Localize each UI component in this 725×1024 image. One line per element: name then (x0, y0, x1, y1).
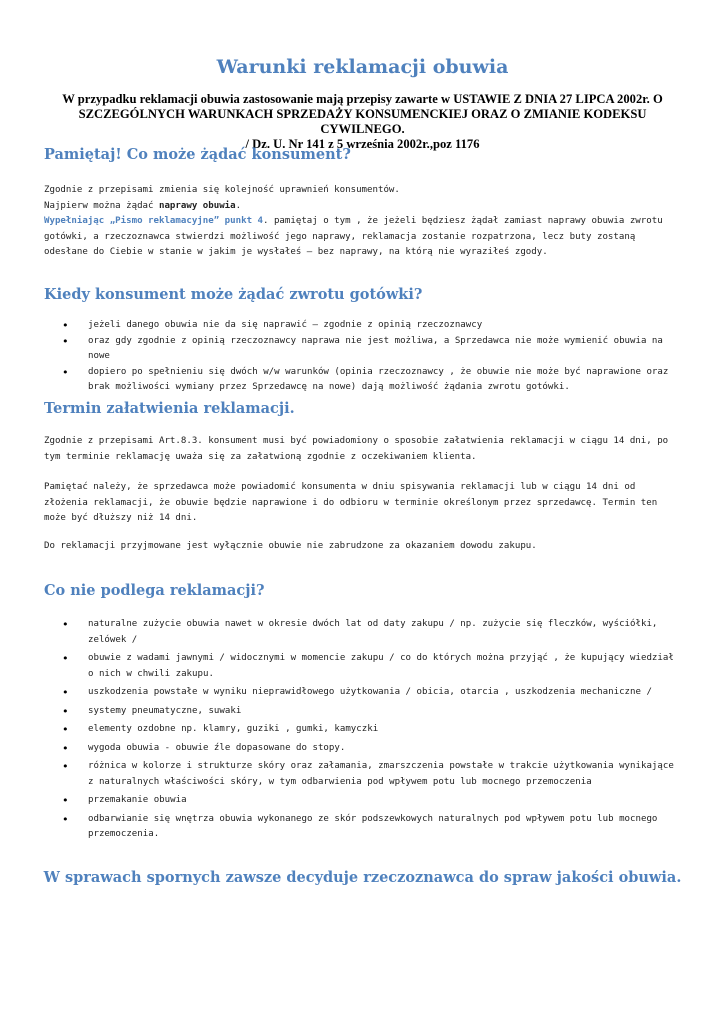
list-item (44, 759, 684, 790)
list-item-text: dopiero po spełnieniu się dwóch w/w warunków (opinia rzeczoznawcy , że obuwie nie może być naprawione oraz brak możliwości wymiany przez Sprzedawcę na nowe) dają możliwość żądania zwrotu gotówki. (88, 366, 669, 392)
bullet-icon: • (62, 652, 69, 665)
bold-text: naprawy obuwia (158, 200, 236, 211)
list-item (44, 741, 684, 757)
list-item-text: wygoda obuwia - obuwie źle dopasowane do stopy. (88, 742, 346, 753)
text-span: . (235, 200, 242, 211)
list-item-text: różnica w kolorze i strukturze skóry oraz załamania, zmarszczenia powstałe w trakcie użytkowania wynikające z naturalnych właściwości skóry, w tym odbarwienia pod wpływem potu lub mocnego przemoczenia (88, 761, 674, 787)
bullet-icon: • (62, 741, 69, 755)
section-heading-not-covered: Co nie podlega reklamacji? (44, 582, 265, 599)
list-item (44, 651, 684, 682)
bullet-icon: • (62, 686, 69, 699)
list-item-text: jeżeli danego obuwia nie da się naprawić – zgodnie z opinią rzeczoznawcy (88, 320, 483, 330)
intro-line: / Dz. U. Nr 141 z 5 września 2002r.,poz 1176 (245, 137, 480, 151)
section-heading-cash-refund: Kiedy konsument może żądać zwrotu gotówki? (44, 286, 423, 303)
section-heading-consumer-rights: Pamiętaj! Co może żądać konsument? (44, 146, 351, 163)
list-item (44, 704, 684, 720)
list-item-text: naturalne zużycie obuwia nawet w okresie dwóch lat od daty zakupu / np. zużycie się fleczków, wyściółki, zelówek / (88, 619, 658, 645)
legal-basis-intro (40, 92, 685, 152)
intro-line: W przypadku reklamacji obuwia zastosowanie mają przepisy zawarte w USTAWIE Z DNIA 27 LIPCA 2002r. O (62, 92, 663, 106)
intro-line: SZCZEGÓLNYCH WARUNKACH SPRZEDAŻY KONSUMENCKIEJ ORAZ O ZMIANIE KODEKSU CYWILNEGO. (78, 107, 647, 136)
highlight-text: Wypełniając „Pismo reklamacyjne” punkt 4 (44, 216, 263, 226)
list-item (44, 722, 684, 738)
list-item (44, 685, 684, 701)
cash-refund-list (44, 318, 684, 396)
list-item-text: obuwie z wadami jawnymi / widocznymi w momencie zakupu / co do których można przyjąć , że kupujący wiedział o nich w chwili zakupu. (88, 653, 674, 679)
paragraph: Zgodnie z przepisami Art.8.3. konsument musi być powiadomiony o sposobie załatwienia reklamacji w ciągu 14 dni, po tym terminie reklamację uważa się za załatwioną zgodnie z oczekiwaniem klienta. (44, 436, 669, 462)
list-item-text: odbarwianie się wnętrza obuwia wykonanego ze skór podszewkowych naturalnych pod wpływem potu lub mocnego przemoczenia. (88, 813, 658, 839)
list-item-text: systemy pneumatyczne, suwaki (88, 705, 242, 716)
list-item (44, 334, 684, 365)
list-item (44, 812, 684, 843)
closing-statement: W sprawach spornych zawsze decyduje rzeczoznawca do spraw jakości obuwia. (43, 869, 682, 886)
page-title: Warunki reklamacji obuwia (216, 56, 509, 78)
not-covered-list (44, 617, 684, 846)
bullet-icon: • (62, 334, 69, 348)
bullet-icon: • (62, 812, 69, 826)
bullet-icon: • (62, 319, 69, 332)
paragraph: Pamiętać należy, że sprzedawca może powiadomić konsumenta w dniu spisywania reklamacji lub w ciągu 14 dni od złożenia reklamacji, że obuwie będzie naprawione i do odbioru w terminie określonym przez sprzedawcę. Termin ten może być dłuższy niż 14 dni. (44, 482, 658, 523)
bullet-icon: • (62, 618, 69, 631)
text-span: Najpierw można żądać (44, 200, 159, 211)
list-item (44, 318, 684, 334)
bullet-icon: • (62, 760, 69, 773)
section-consumer-rights-text (44, 183, 684, 261)
paragraph-line (44, 199, 684, 215)
bullet-icon: • (62, 704, 69, 718)
list-item-text: oraz gdy zgodnie z opinią rzeczoznawcy naprawa nie jest możliwa, a Sprzedawca nie może wymienić obuwia na nowe (88, 335, 663, 361)
bullet-icon: • (62, 723, 69, 736)
paragraph (44, 214, 684, 261)
list-item (44, 793, 684, 809)
section-heading-resolution-deadline: Termin załatwienia reklamacji. (44, 400, 295, 417)
list-item (44, 617, 684, 648)
text-span: . pamiętaj o tym , że jeżeli będziesz żądał zamiast naprawy obuwia zwrotu gotówki, a rzeczoznawca stwierdzi możliwość jego naprawy, reklamacja zostanie rozpatrzona, lecz buty zostaną odesłane do Ciebie w stanie w jakim je wysłałeś – bez naprawy, na którą nie wyraziłeś zgody. (44, 216, 663, 257)
list-item (44, 365, 684, 396)
bullet-icon: • (62, 365, 69, 379)
paragraph-line: Zgodnie z przepisami zmienia się kolejność uprawnień konsumentów. (44, 185, 400, 195)
list-item-text: uszkodzenia powstałe w wyniku nieprawidłowego użytkowania / obicia, otarcia , uszkodzenia mechaniczne / (88, 687, 652, 697)
list-item-text: przemakanie obuwia (88, 795, 187, 805)
list-item-text: elementy ozdobne np. klamry, guziki , gumki, kamyczki (88, 724, 379, 734)
bullet-icon: • (62, 794, 69, 807)
paragraph: Do reklamacji przyjmowane jest wyłącznie obuwie nie zabrudzone za okazaniem dowodu zakupu. (44, 541, 537, 551)
